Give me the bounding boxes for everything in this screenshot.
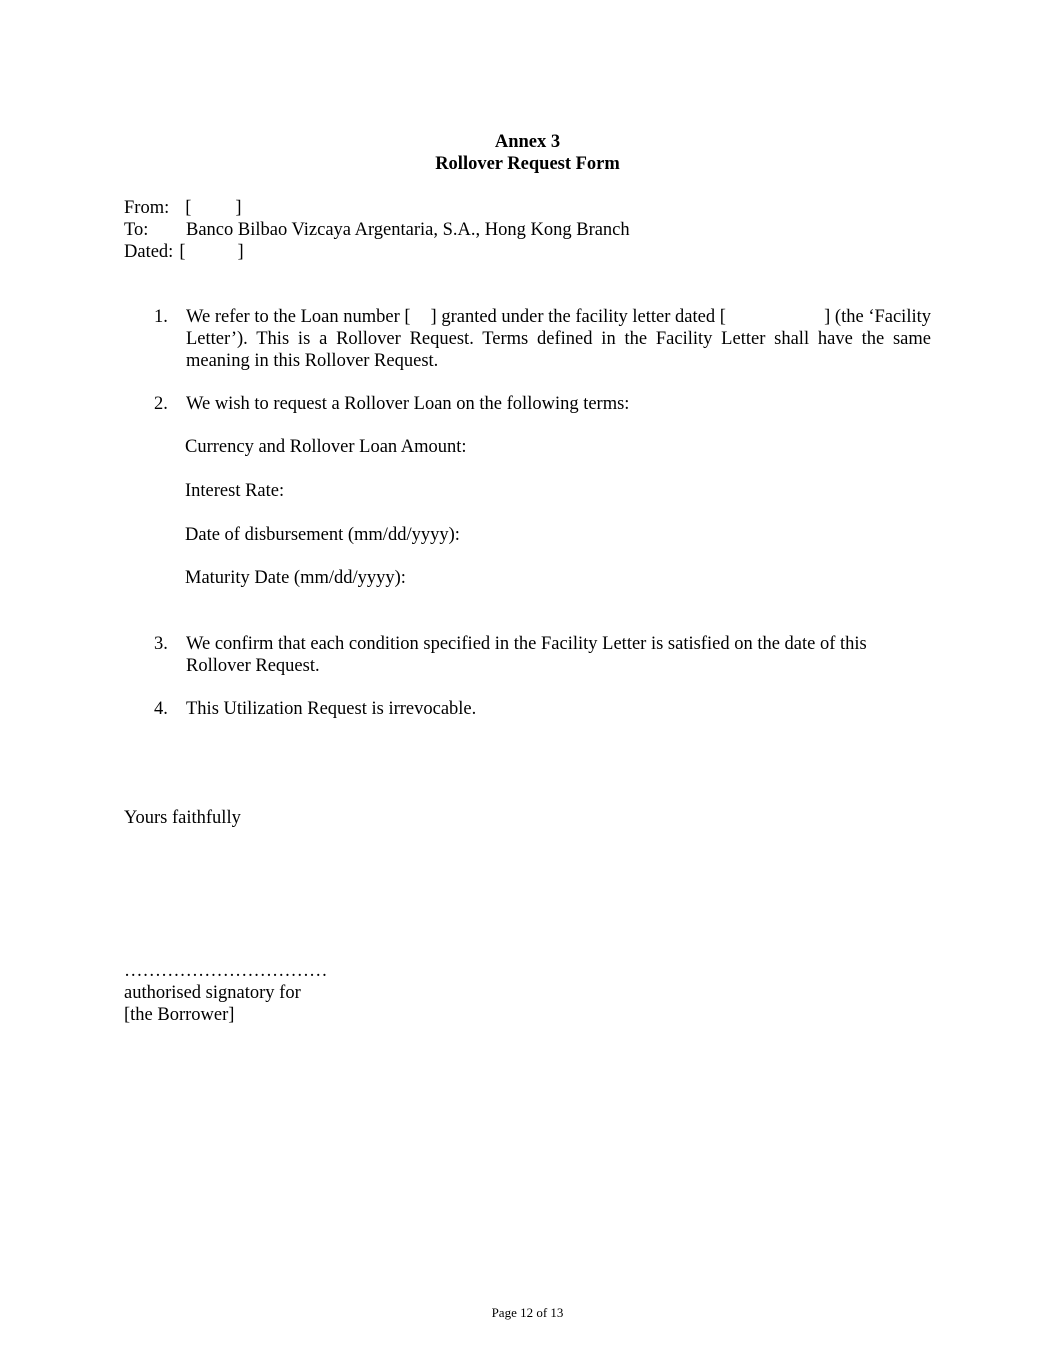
term-interest-rate: Interest Rate: [185, 481, 285, 501]
dated-label: Dated: [124, 242, 174, 262]
item-3-number: 3. [154, 634, 168, 654]
term-maturity-date: Maturity Date (mm/dd/yyyy): [185, 568, 406, 588]
item-2-number: 2. [154, 394, 168, 414]
term-disbursement-date: Date of disbursement (mm/dd/yyyy): [185, 525, 460, 545]
annex-heading: Annex 3 [494, 132, 561, 152]
dated-bracket-close: ] [237, 242, 244, 262]
facility-letter-prefix: ] granted under the facility letter dated [ [430, 307, 726, 327]
item-1-number: 1. [154, 307, 168, 327]
loan-number-prefix: We refer to the Loan number [ [186, 307, 411, 327]
from-label: From: [124, 198, 170, 218]
item-1-seg1 [186, 306, 782, 328]
item-3-text: We confirm that each condition specified in the Facility Letter is satisfied on the date of this Rollover Request. [186, 634, 867, 676]
item-1-first-line [186, 306, 931, 328]
item-4-text: This Utilization Request is irrevocable. [186, 699, 477, 719]
term-currency: Currency and Rollover Loan Amount: [185, 437, 467, 457]
item-4-number: 4. [154, 699, 168, 719]
from-line [124, 197, 242, 219]
to-value: Banco Bilbao Vizcaya Argentaria, S.A., Hong Kong Branch [186, 220, 630, 240]
dated-bracket-open: [ [179, 242, 186, 262]
item-1-text [186, 306, 931, 372]
dated-line [124, 241, 244, 263]
signatory-label: authorised signatory for [124, 983, 301, 1003]
item-1-seg3: ] (the ‘Facility [824, 307, 931, 327]
from-bracket-open: [ [185, 198, 192, 218]
form-title: Rollover Request Form [435, 154, 620, 174]
signature-line: …………………………… [124, 961, 328, 981]
salutation: Yours faithfully [124, 808, 241, 828]
borrower-label: [the Borrower] [124, 1005, 235, 1025]
item-1-rest: Letter’). This is a Rollover Request. Terms defined in the Facility Letter shall have the same meaning in this Rollover Request. [186, 329, 931, 371]
page-number: Page 12 of 13 [491, 1305, 564, 1320]
to-label: To: [124, 220, 149, 240]
item-2-text: We wish to request a Rollover Loan on the following terms: [186, 394, 630, 414]
from-bracket-close: ] [235, 198, 242, 218]
